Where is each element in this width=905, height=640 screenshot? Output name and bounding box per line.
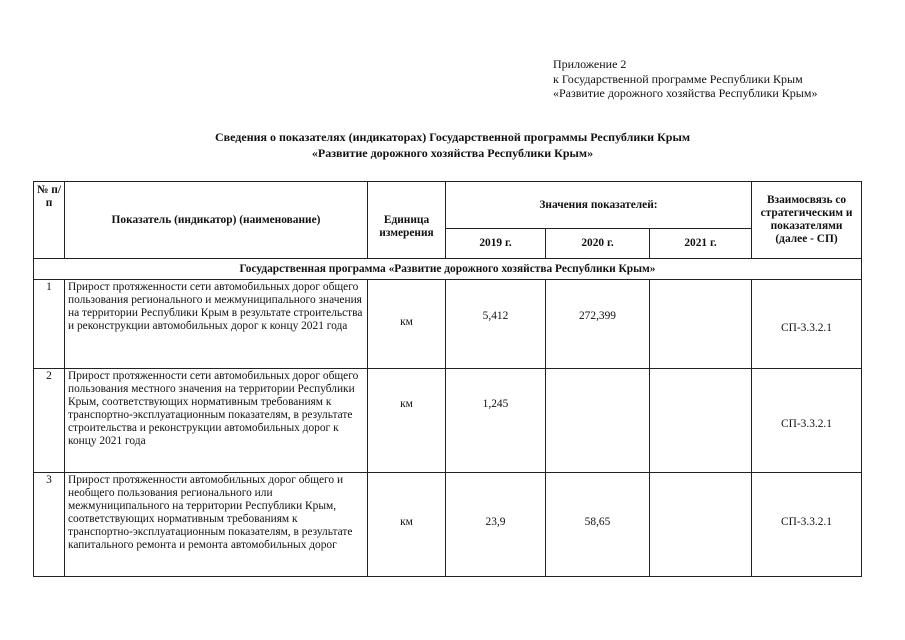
row-link [752, 280, 862, 369]
row-num: 3 [34, 473, 65, 577]
value-2019: 23,9 [485, 516, 506, 528]
value-2019: 5,412 [482, 309, 509, 322]
link-code: СП-3.3.2.1 [781, 418, 832, 430]
link-code: СП-3.3.2.1 [781, 321, 832, 334]
row-num: 1 [34, 280, 65, 369]
row-unit-value: км [400, 516, 413, 528]
row-unit-value: км [400, 398, 413, 410]
header-year-2019: 2019 г. [446, 229, 546, 259]
header-link: Взаимосвязь со стратегическим и показателями (далее - СП) [752, 182, 862, 259]
appendix-line: Приложение 2 [553, 57, 627, 71]
row-value-2019 [446, 473, 546, 577]
title-line: «Развитие дорожного хозяйства Республики Крым» [311, 146, 594, 160]
row-indicator-name: Прирост протяженности сети автомобильных дорог общего пользования местного значения на территории Республики Крым, соответствующих нормативным требованиям к транспортно-эксплуатационным показателям, в результате строительства и реконструкции автомобильных дорог к концу 2021 года [65, 369, 368, 473]
row-unit [368, 280, 446, 369]
section-title: Государственная программа «Развитие дорожного хозяйства Республики Крым» [34, 259, 862, 280]
row-value-2021 [650, 369, 752, 473]
row-unit [368, 473, 446, 577]
appendix-note [553, 57, 817, 101]
row-value-2020 [546, 280, 650, 369]
header-values: Значения показателей: [446, 182, 752, 229]
header-indicator: Показатель (индикатор) (наименование) [65, 182, 368, 259]
row-unit [368, 369, 446, 473]
row-value-2021 [650, 473, 752, 577]
row-value-2020 [546, 473, 650, 577]
value-2019: 1,245 [482, 398, 509, 410]
row-num: 2 [34, 369, 65, 473]
header-row [34, 182, 862, 229]
value-2020: 58,65 [584, 516, 611, 528]
appendix-line: к Государственной программе Республики Крым [553, 71, 803, 86]
header-year-2021: 2021 г. [650, 229, 752, 259]
row-value-2019 [446, 280, 546, 369]
indicators-table [33, 181, 862, 577]
row-unit-value: км [400, 315, 413, 328]
row-value-2020 [546, 369, 650, 473]
link-code: СП-3.3.2.1 [781, 516, 832, 528]
row-value-2019 [446, 369, 546, 473]
table-row [34, 280, 862, 369]
header-year-2020: 2020 г. [546, 229, 650, 259]
table-row [34, 473, 862, 577]
document-title [0, 129, 905, 161]
row-link [752, 369, 862, 473]
header-num: № п/п [34, 182, 65, 259]
header-unit: Единица измерения [368, 182, 446, 259]
row-indicator-name: Прирост протяженности сети автомобильных дорог общего пользования регионального и межмуниципального значения на территории Республики Крым в результате строительства и реконструкции автомобильных дорог к концу 2021 года [65, 280, 368, 369]
appendix-line: «Развитие дорожного хозяйства Республики Крым» [553, 86, 818, 100]
row-value-2021 [650, 280, 752, 369]
table-row [34, 369, 862, 473]
title-line: Сведения о показателях (индикаторах) Государственной программы Республики Крым [214, 130, 691, 144]
row-link [752, 473, 862, 577]
section-row [34, 259, 862, 280]
row-indicator-name: Прирост протяженности автомобильных дорог общего и необщего пользования регионального или межмуниципального на территории Республики Крым, соответствующих нормативным требованиям к транспортно-эксплуатационным показателям, в результате капитального ремонта и ремонта автомобильных дорог [65, 473, 368, 577]
value-2020: 272,399 [578, 309, 617, 322]
